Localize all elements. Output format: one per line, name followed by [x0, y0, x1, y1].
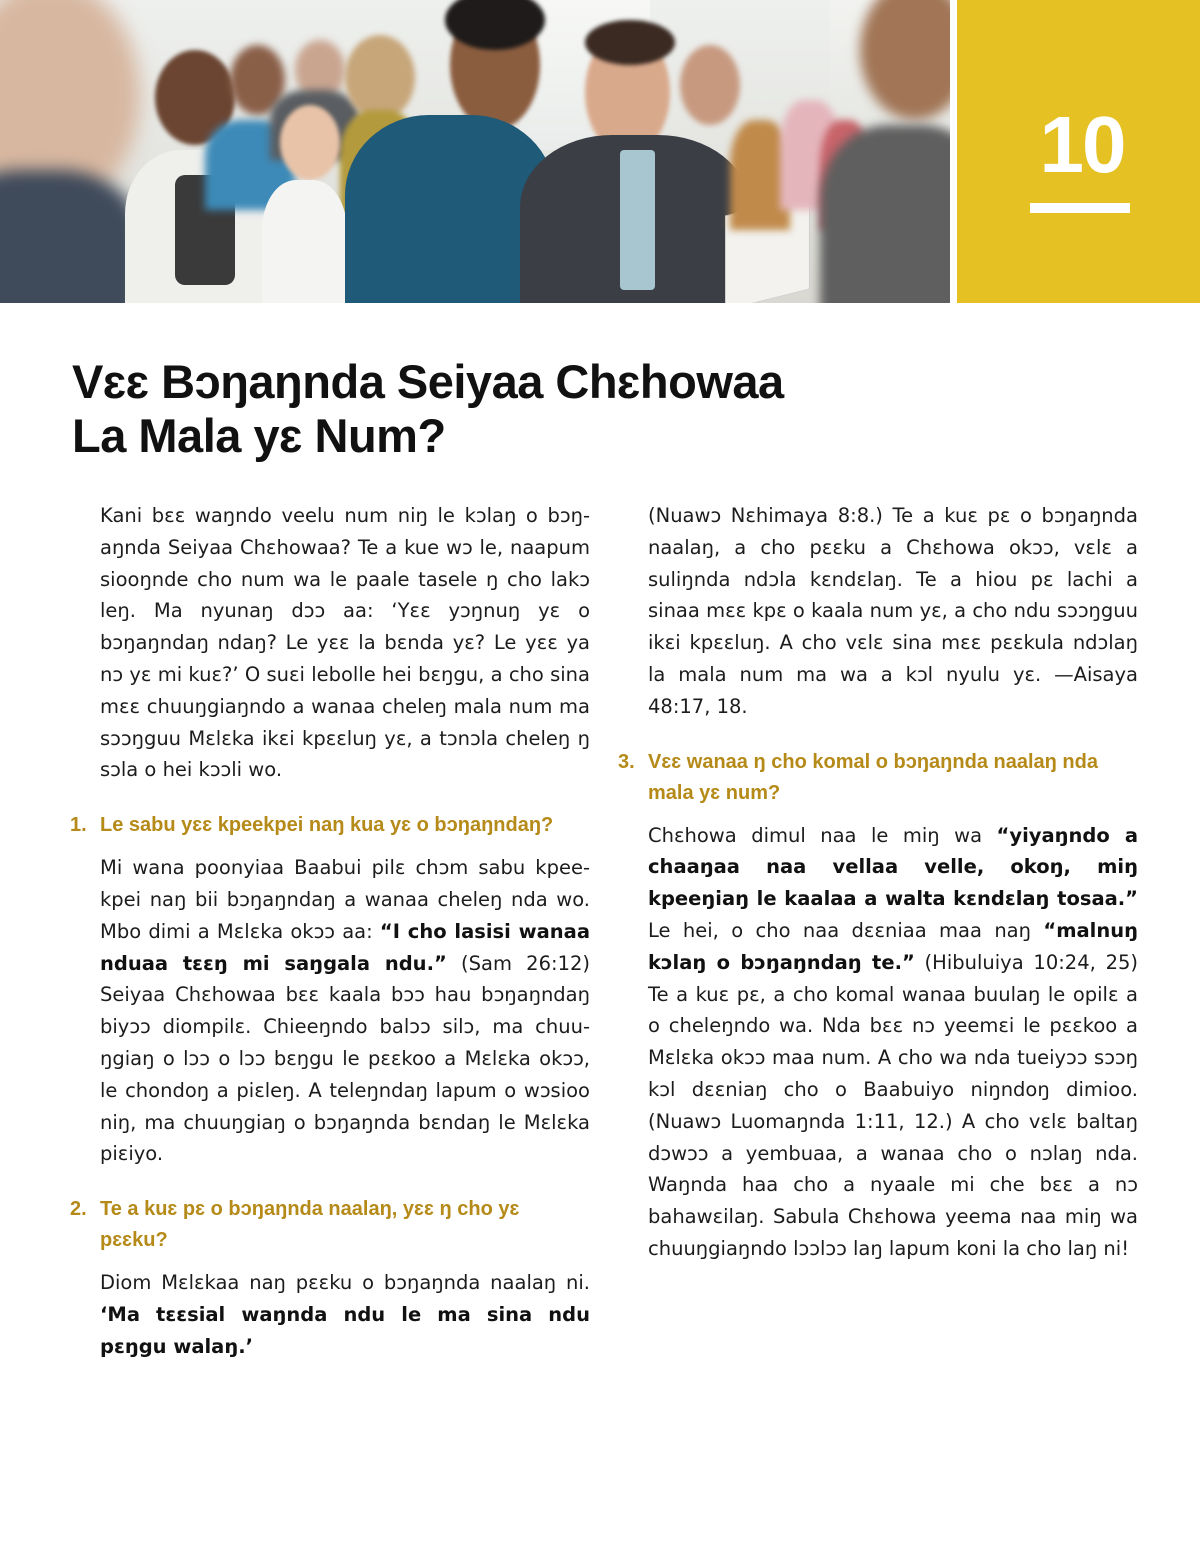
question-number: 1. — [70, 814, 87, 837]
person-foreground-left-body — [0, 170, 140, 303]
body-text: Diom Mɛlɛkaa naŋ pɛɛku o bɔŋaŋnda naalaŋ ni. — [100, 1271, 590, 1295]
body-text: (Hibuluiya 10:24, 25) Te a kuɛ pɛ, a cho komal wanaa buulaŋ le opilɛ a o cheleŋndo wa. Nda bɛɛ nɔ yeemɛi le pɛɛkoo a Mɛlɛka okɔɔ maa num. A cho wa nda tueiyɔɔ sɔɔŋ kɔl dɛɛniaŋ cho o Baabuiyo niŋndoŋ dimioo. (Nuawɔ Luomaŋnda 1:11, 12.) A cho vɛlɛ baltaŋ dɔwɔɔ a yembuaa, a wanaa cho o nɔlaŋ nda. Waŋnda haa cho a nyaale mi che bɛɛ a nɔ bahawɛilaŋ. Sabula Chɛhowa yeema naa miŋ wa chuuŋgiaŋndo lɔɔlɔɔ laŋ lapum koni la cho laŋ ni! — [648, 950, 1138, 1260]
person-background — [680, 45, 740, 125]
section-1-paragraph — [100, 852, 590, 1170]
lesson-number: 10 — [1039, 100, 1125, 189]
scripture-quote: “malnuŋ kɔlaŋ o bɔŋaŋndaŋ te.” — [648, 918, 1138, 974]
scripture-quote: “yiyaŋndo a chaaŋaa naa vellaa velle, okoŋ, miŋ kpeeŋiaŋ le kaalaa a walta kɛndɛlaŋ tosaa.” — [648, 823, 1138, 911]
column-right — [618, 500, 1138, 1265]
body-text: Mi wana poonyiaa Baabui pilɛ chɔm sabu kpeekpei naŋ bii bɔŋaŋndaŋ a wanaa cheleŋ nda wo. Mbo dimi a Mɛlɛka okɔɔ aa: — [100, 856, 590, 943]
section-2-question — [70, 1194, 590, 1256]
person-blonde-woman — [345, 35, 415, 120]
title-line-2: La Mala yɛ Num? — [72, 409, 446, 462]
body-text: (Sam 26:12) Seiyaa Chɛhowaa bɛɛ kaala bɔɔ hau bɔŋaŋndaŋ biyɔɔ diompilɛ. Chieeŋndo balɔɔ silɔ, ma chuuŋgiaŋ o lɔɔ o lɔɔ bɛŋgu le pɛɛkoo a Mɛlɛka okɔɔ, le chondoŋ a piɛleŋ. A teleŋndaŋ lapum o wɔsioo niŋ, ma chuuŋgiaŋ o bɔŋaŋnda bɛndaŋ le Mɛlɛka piɛiyo. — [100, 951, 590, 1166]
person-man-suit-tie — [620, 150, 655, 290]
scripture-quote: ‘Ma tɛɛsial waŋnda ndu le ma sina ndu pɛŋgu walaŋ.’ — [100, 1302, 590, 1358]
person-foreground-right-body — [820, 125, 950, 303]
question-text: Le sabu yɛɛ kpeekpei naŋ kua yɛ o bɔŋaŋndaŋ? — [100, 814, 554, 837]
person-man-suit-hair — [585, 20, 675, 65]
section-1-question — [70, 810, 590, 841]
person-girl-body — [262, 180, 347, 303]
body-text: Chɛhowa dimul naa le miŋ wa — [648, 823, 997, 847]
intro-paragraph: Kani bɛɛ waŋndo veelu num niŋ le kɔlaŋ o bɔŋaŋnda Seiyaa Chɛhowaa? Te a kue wɔ le, naapum siooŋnde cho num wa le paale tasele ŋ cho lakɔ leŋ. Ma nyunaŋ dɔɔ aa: ‘Yɛɛ yɔŋnuŋ yɛ o bɔŋaŋndaŋ ndaŋ? Le yɛɛ la bɛnda yɛ? Le yɛɛ ya nɔ yɛ mi kuɛ?’ O suɛi lebolle hei bɛŋgu, a cho sina mɛɛ chuuŋgiaŋndo a wanaa cheleŋ mala num ma sɔɔŋguu Mɛlɛka ikɛi kpɛɛluŋ yɛ, a tɔnɔla cheleŋ ŋ sɔla o hei kɔɔli wo. — [100, 504, 590, 782]
column-left — [70, 500, 590, 1363]
question-number: 2. — [70, 1198, 87, 1221]
header-photo — [0, 0, 950, 303]
lesson-number-underline — [1030, 203, 1130, 213]
scripture-quote: “I cho lasisi wanaa nduaa tɛɛŋ mi saŋgala ndu.” — [100, 919, 590, 975]
question-number: 3. — [618, 750, 635, 773]
body-text: Le hei, o cho naa dɛɛniaa maa naŋ — [648, 918, 1044, 942]
question-text: Te a kuɛ pɛ o bɔŋaŋnda naalaŋ, yɛɛ ŋ cho yɛ pɛɛku? — [100, 1198, 520, 1252]
section-2-paragraph-continued: (Nuawɔ Nɛhimaya 8:8.) Te a kuɛ pɛ o bɔŋaŋnda naalaŋ, a cho pɛɛku a Chɛhowa okɔɔ, vɛlɛ a suliŋnda ndɔla kɛndɛlaŋ. Te a hiou pɛ lachi a sinaa mɛɛ kpɛ o kaala num yɛ, a cho ndu sɔɔŋguu ikɛi kpɛɛluŋ. A cho vɛlɛ sina mɛɛ pɛɛkula ndɔlaŋ la mala num ma wa a kɔl nyulu yɛ. —Aisaya 48:17, 18. — [648, 504, 1138, 718]
title-line-1: Vɛɛ Bɔŋaŋnda Seiyaa Chɛhowaa — [72, 355, 784, 408]
person-girl — [280, 105, 340, 180]
section-3-paragraph — [648, 820, 1138, 1265]
section-2-paragraph — [100, 1267, 590, 1362]
lesson-number-panel — [957, 0, 1200, 303]
section-3-question — [618, 747, 1138, 809]
question-text: Vɛɛ wanaa ŋ cho komal o bɔŋaŋnda naalaŋ nda mala yɛ num? — [648, 750, 1098, 804]
page-title — [72, 355, 972, 463]
